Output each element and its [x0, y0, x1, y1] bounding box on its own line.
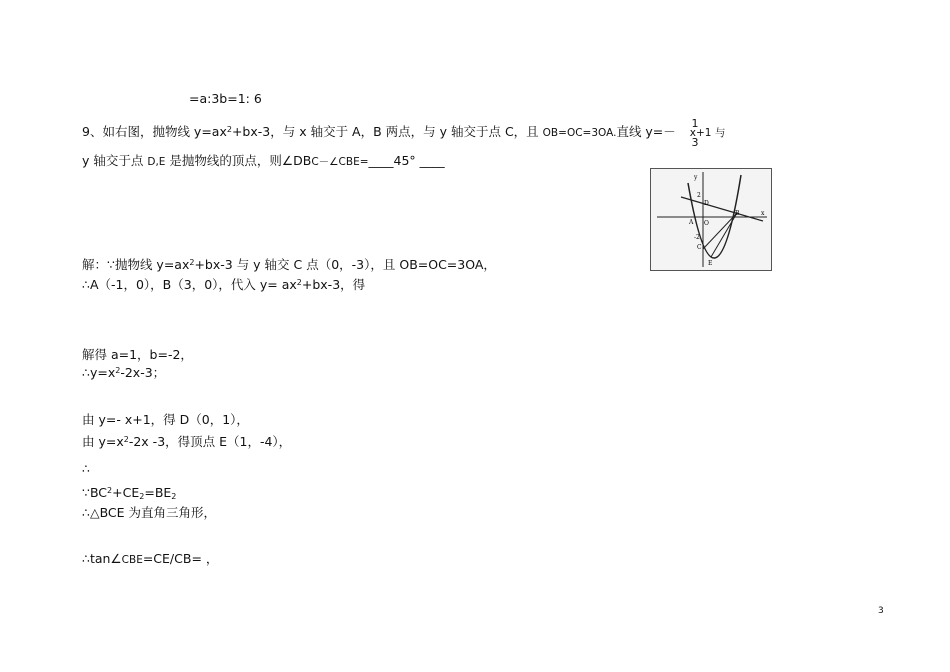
q9-text-2: +bx-3，与 x 轴交于 A，B 两点，与 y 轴交于点 C，且 [231, 124, 543, 139]
x-axis-label: x [761, 210, 765, 217]
sol1-b: +bx-3 与 y 轴交 C 点（0，-3），且 OB=OC=3OA， [194, 257, 496, 272]
sol8-sup-1: 2 [107, 486, 113, 495]
tick-minus2-label: -2 [694, 234, 700, 241]
q9-sup: 2 [226, 125, 232, 134]
parabola-graph [651, 169, 771, 270]
point-d-label: D [704, 200, 709, 207]
page-number: 3 [878, 606, 884, 616]
sol6-sup: 2 [123, 435, 129, 444]
point-c-label: C [697, 244, 702, 251]
solution-line-8 [82, 485, 176, 500]
solution-line-9 [82, 503, 216, 521]
origin-label: O [704, 220, 709, 227]
ratio-line [189, 91, 262, 106]
q9-line2-e: ____4 [368, 153, 402, 168]
q9-text-3: OB=OC=3OA. [542, 127, 617, 139]
q9-text-5: x+1 与 [689, 127, 726, 139]
solution-line-2 [82, 275, 365, 293]
sol8-sub-3: 2 [171, 492, 177, 501]
question-9-line-2 [82, 151, 445, 169]
parabola-figure [650, 168, 772, 271]
solution-line-3 [82, 345, 193, 363]
sol8-c: =BE [144, 485, 172, 500]
question-9-line-1 [82, 122, 725, 140]
solution-line-1 [82, 255, 496, 273]
sol6-b: -2x -3，得顶点 E（1，-4）， [128, 434, 292, 449]
sol2-a: ∴A（-1，0），B（3，0），代入 y= ax [82, 277, 297, 292]
sol9-text: ∴△BCE 为直角三角形， [82, 505, 217, 520]
q9-line2-a: y 轴交于点 [82, 153, 148, 168]
solution-line-7 [82, 461, 90, 476]
sol10-a: ∴tan∠ [82, 551, 122, 566]
sol8-a: ∵BC [82, 485, 108, 500]
q9-line2-f: 5° ____ [401, 153, 445, 168]
sol10-c: =CE/CB= ， [142, 551, 219, 566]
sol2-sup: 2 [296, 278, 302, 287]
sol6-a: 由 y=x [82, 434, 124, 449]
q9-text-4: 直线 y=－ [616, 124, 676, 139]
q9-line2-b: D,E [147, 156, 166, 168]
sol3-text: 解得 a=1，b=-2， [82, 347, 193, 362]
sol5-text: 由 y=- x+1，得 D（0，1）， [82, 412, 249, 427]
solution-line-10 [82, 549, 218, 567]
ratio-text: =a:3b=1: 6 [189, 91, 262, 106]
sol8-sub-2: 2 [139, 492, 145, 501]
solution-line-4 [82, 363, 165, 381]
sol2-b: +bx-3，得 [301, 277, 366, 292]
tick-2-label: 2 [697, 192, 701, 199]
sol1-sup: 2 [189, 258, 195, 267]
fraction-denominator: 3 [691, 136, 699, 149]
sol7-text: ∴ [82, 461, 90, 476]
sol4-sup: 2 [115, 366, 121, 375]
sol8-b: +CE [112, 485, 140, 500]
solution-line-5 [82, 410, 249, 428]
q9-line2-c: 是抛物线的顶点，则∠DB [165, 153, 312, 168]
sol4-a: ∴y=x [82, 365, 116, 380]
point-e-label: E [708, 260, 713, 267]
solution-line-6 [82, 432, 291, 450]
q9-text-1: 9、如右图，抛物线 y=ax [82, 124, 227, 139]
y-axis-label: y [694, 174, 698, 181]
point-a-label: A [689, 219, 694, 226]
point-b-label: B [735, 210, 740, 217]
sol1-a: 解：∵抛物线 y=ax [82, 257, 190, 272]
fraction-numerator: 1 [691, 117, 699, 130]
sol10-b: CBE [121, 554, 143, 566]
q9-line2-d: C－∠CBE= [311, 156, 369, 168]
sol4-b: -2x-3； [120, 365, 166, 380]
